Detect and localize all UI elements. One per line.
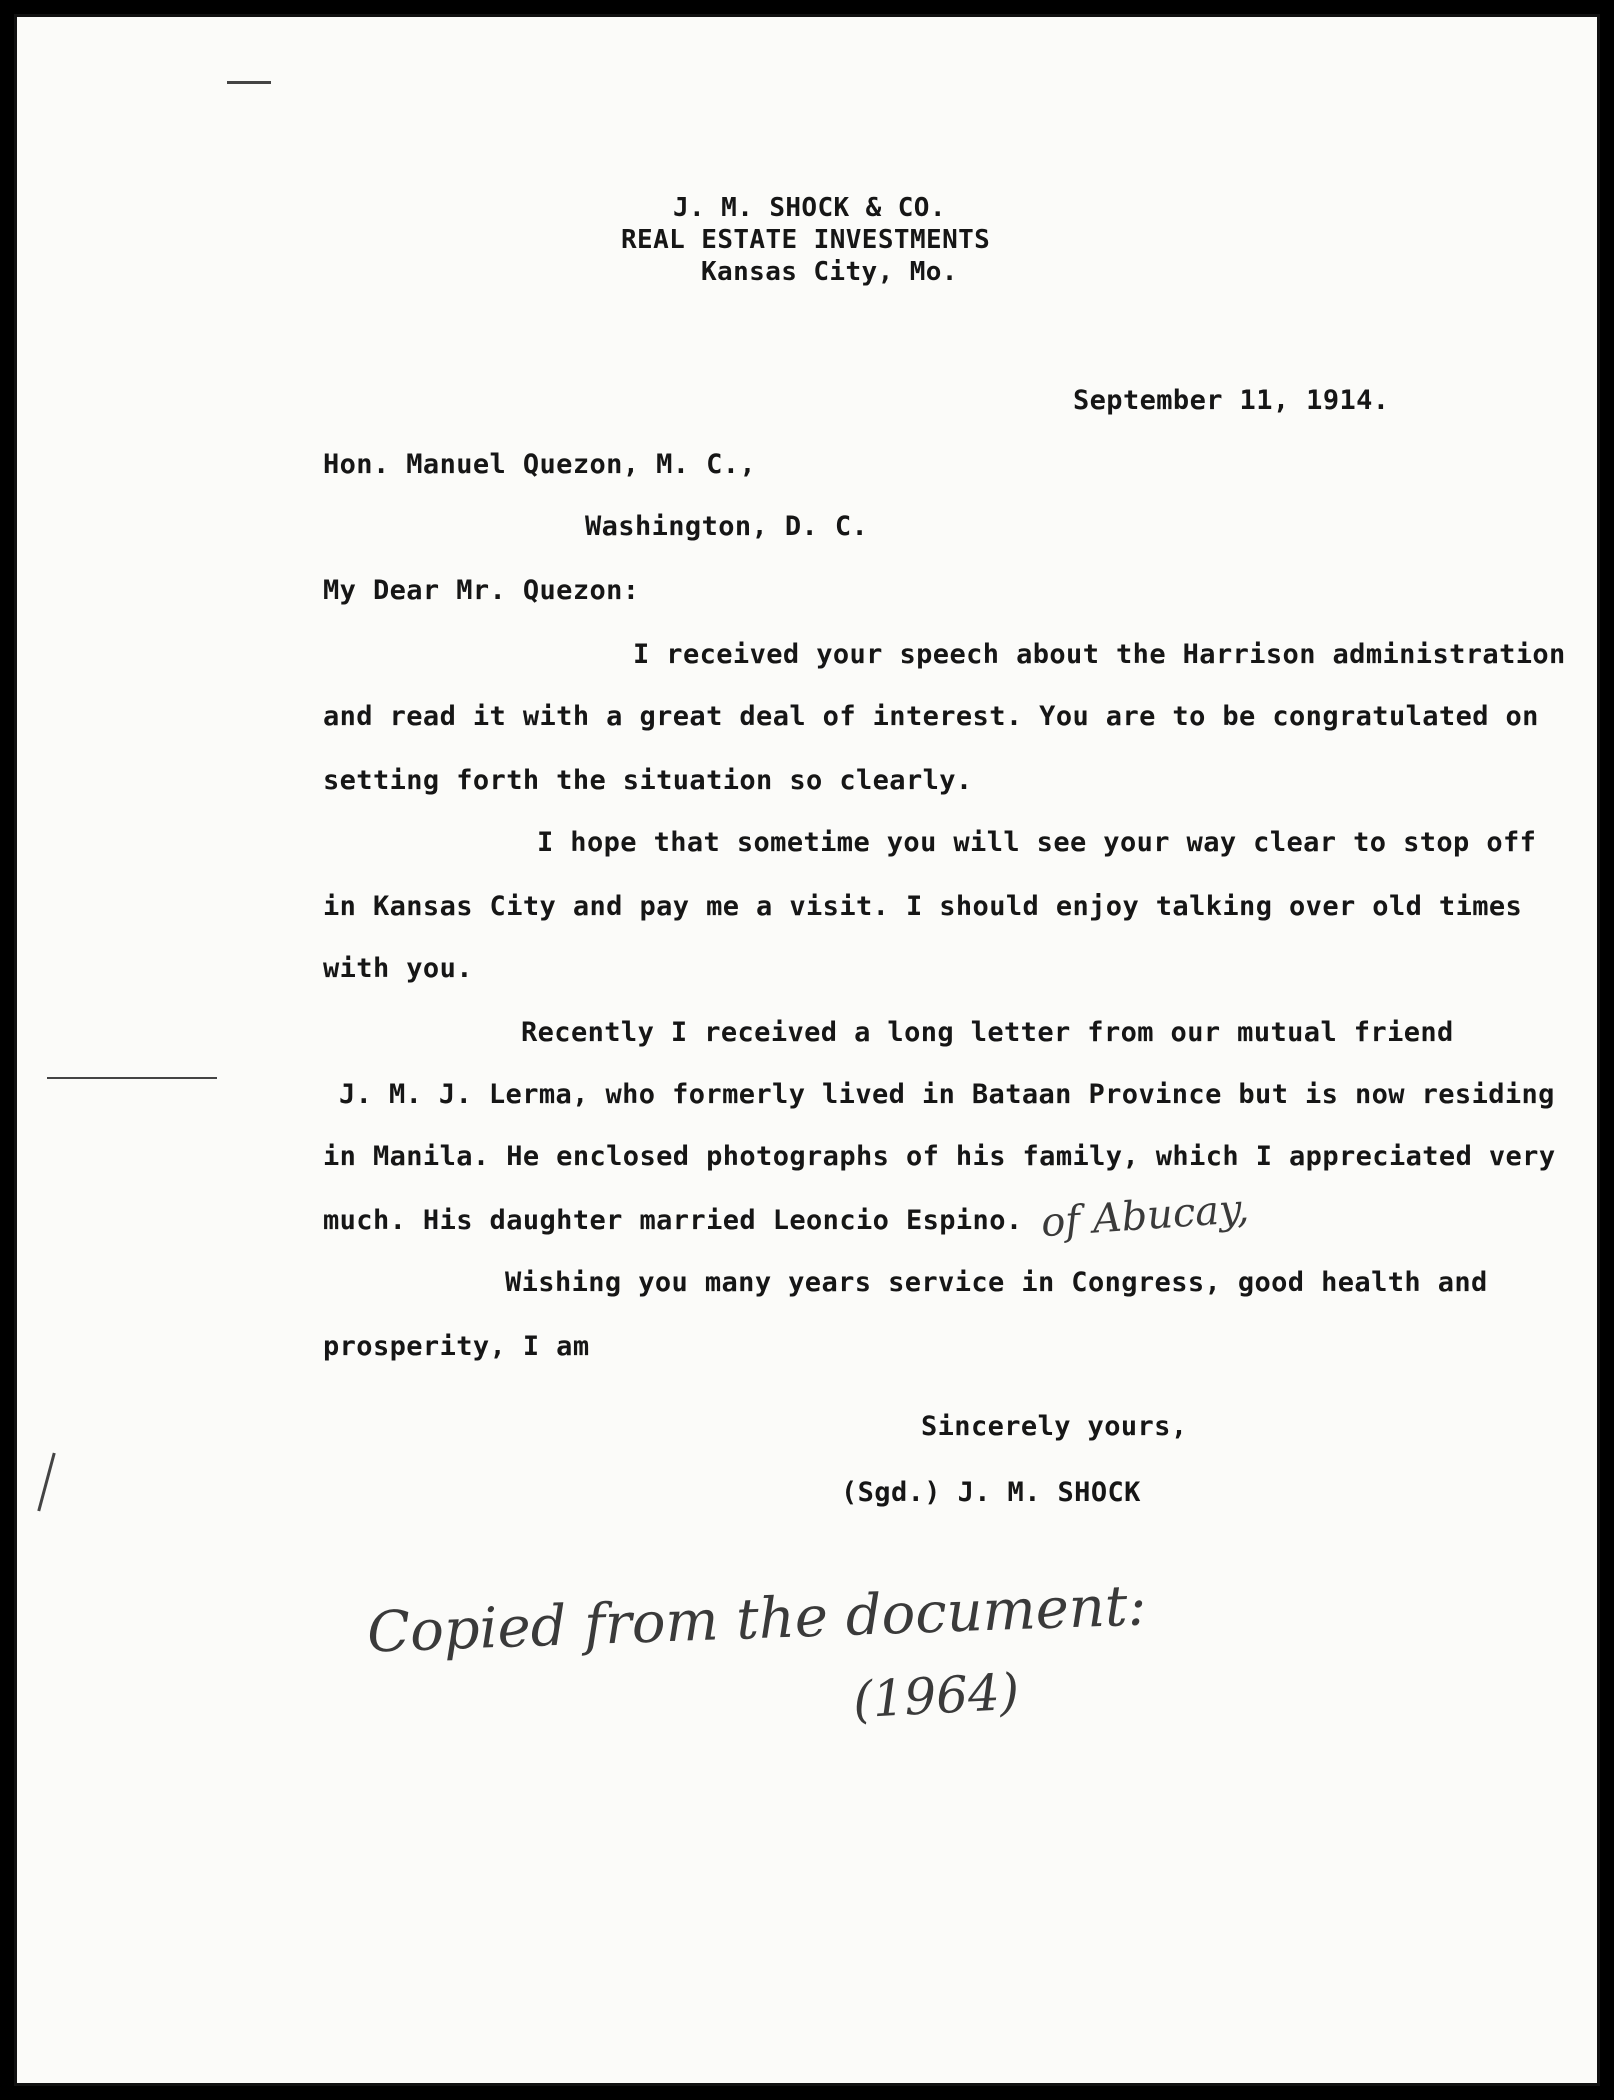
body-line: J. M. J. Lerma, who formerly lived in Bataan Province but is now residing <box>339 1079 1555 1110</box>
body-line: and read it with a great deal of interest. You are to be congratulated on <box>323 701 1539 732</box>
body-line: in Manila. He enclosed photographs of his family, which I appreciated very <box>323 1141 1556 1172</box>
scan-speck <box>227 81 271 84</box>
salutation: My Dear Mr. Quezon: <box>323 575 640 606</box>
letterhead-company: J. M. SHOCK & CO. <box>673 193 946 223</box>
body-line: Wishing you many years service in Congress, good health and <box>505 1267 1488 1298</box>
letterhead-business: REAL ESTATE INVESTMENTS <box>621 225 991 255</box>
recipient-name: Hon. Manuel Quezon, M. C., <box>323 449 757 480</box>
recipient-address: Washington, D. C. <box>585 511 869 542</box>
letter-page <box>14 14 1600 2086</box>
body-line: in Kansas City and pay me a visit. I should enjoy talking over old times <box>323 891 1523 922</box>
body-line: much. His daughter married Leoncio Espino. <box>323 1205 1023 1236</box>
signature: (Sgd.) J. M. SHOCK <box>841 1477 1141 1508</box>
handwritten-year: (1964) <box>851 1662 1021 1730</box>
handwritten-annotation: of Abucay, <box>1039 1185 1251 1247</box>
body-line: I received your speech about the Harrison administration <box>633 639 1566 670</box>
letterhead-location: Kansas City, Mo. <box>701 257 958 287</box>
scan-stroke <box>37 1453 55 1512</box>
letter-date: September 11, 1914. <box>1073 385 1390 416</box>
body-line: with you. <box>323 953 473 984</box>
body-line: setting forth the situation so clearly. <box>323 765 973 796</box>
body-line: Recently I received a long letter from our mutual friend <box>521 1017 1454 1048</box>
body-line: I hope that sometime you will see your way clear to stop off <box>537 827 1537 858</box>
body-line: prosperity, I am <box>323 1331 590 1362</box>
closing: Sincerely yours, <box>921 1411 1188 1442</box>
scan-bracket-mark <box>47 1077 217 1079</box>
handwritten-note: Copied from the document: <box>366 1573 1148 1666</box>
